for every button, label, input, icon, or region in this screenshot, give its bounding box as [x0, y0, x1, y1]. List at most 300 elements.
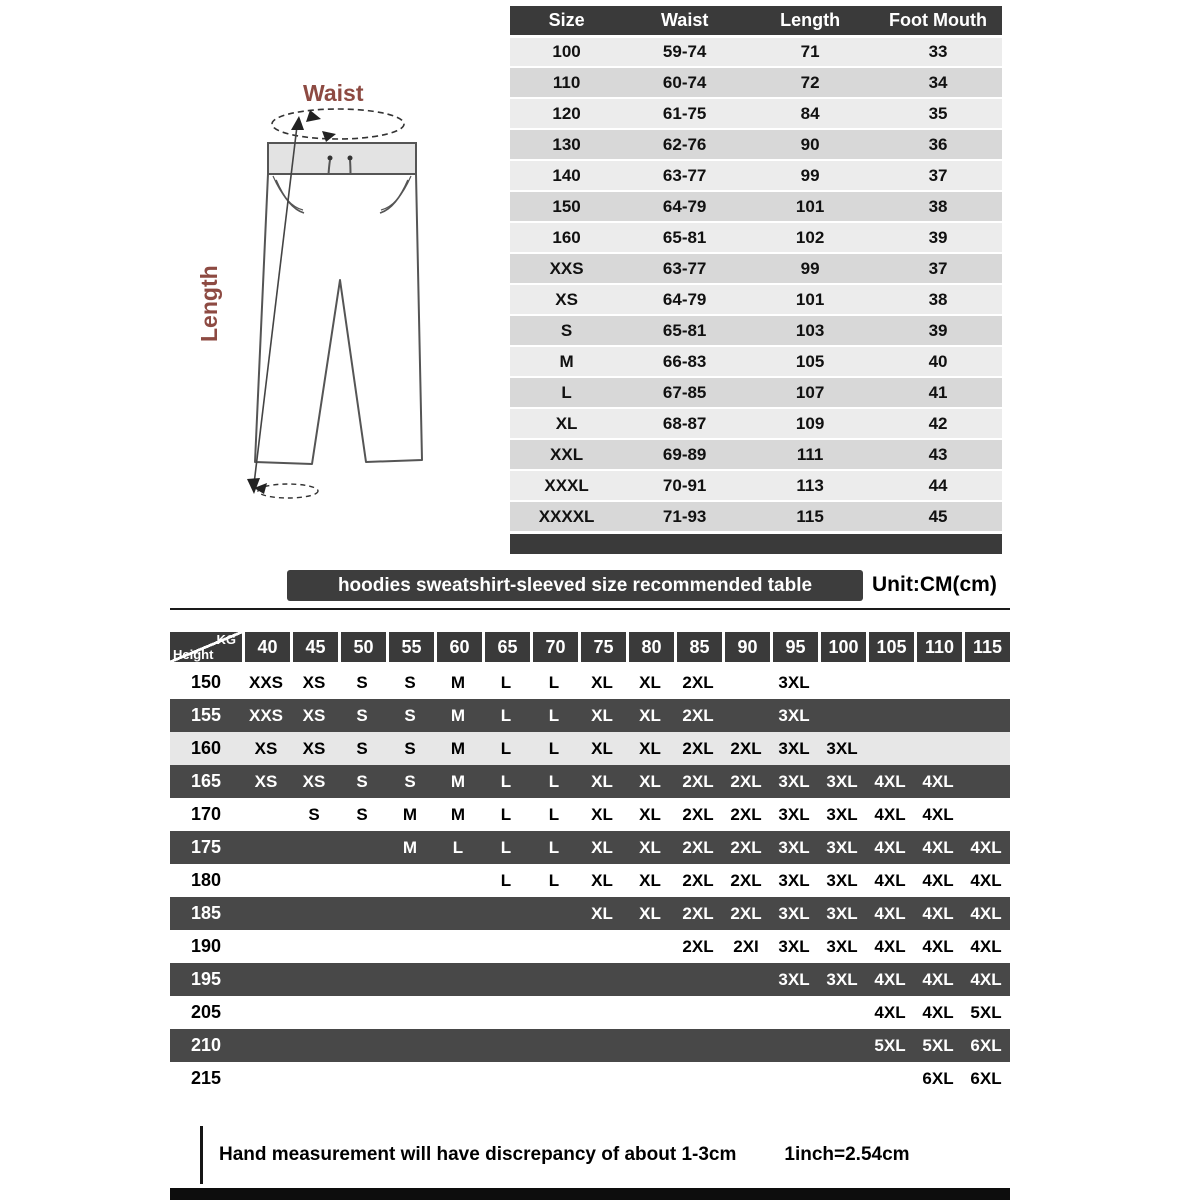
height-label: 175	[190, 837, 222, 857]
size-cell: L	[548, 705, 560, 725]
size-table-cell: 35	[874, 98, 1002, 129]
size-cell	[722, 666, 770, 699]
size-cell	[386, 1029, 434, 1062]
size-cell: 3XL	[778, 738, 810, 758]
size-table-cell: 101	[746, 284, 874, 315]
size-table-row	[510, 315, 1002, 346]
size-table-cell: 140	[510, 160, 623, 191]
size-table-cell: 40	[874, 346, 1002, 377]
size-table-cell: 71-93	[623, 501, 746, 532]
size-col-header: Length	[746, 6, 874, 36]
size-cell	[482, 996, 530, 1029]
size-table-cell: 62-76	[623, 129, 746, 160]
size-table-cell: 109	[746, 408, 874, 439]
size-cell	[482, 963, 530, 996]
size-cell: M	[402, 837, 418, 857]
inch-conversion: 1inch=2.54cm	[784, 1144, 910, 1165]
size-cell	[434, 897, 482, 930]
matrix-corner-cell	[170, 632, 242, 662]
size-cell: M	[450, 771, 466, 791]
size-cell: XL	[591, 837, 613, 857]
size-cell	[338, 930, 386, 963]
size-cell: S	[356, 672, 368, 692]
size-cell: 2XL	[730, 804, 762, 824]
size-table-cell: 105	[746, 346, 874, 377]
height-label: 165	[190, 771, 222, 791]
weight-header-cell: 60	[434, 632, 482, 662]
size-cell: 4XL	[922, 804, 954, 824]
size-cell: XL	[639, 804, 661, 824]
waist-label: Waist	[303, 80, 364, 106]
size-cell	[578, 930, 626, 963]
size-cell: XS	[302, 672, 326, 692]
size-table	[510, 6, 1002, 533]
drawstring-hole-right	[348, 156, 353, 161]
size-cell: 4XL	[874, 969, 906, 989]
size-cell: 4XL	[874, 1002, 906, 1022]
size-cell: XL	[591, 672, 613, 692]
size-cell: S	[404, 705, 416, 725]
size-cell	[242, 897, 290, 930]
size-cell	[674, 996, 722, 1029]
weight-header-cell: 110	[914, 632, 962, 662]
size-cell: 4XL	[922, 771, 954, 791]
size-cell	[290, 897, 338, 930]
size-cell	[482, 1062, 530, 1095]
size-cell	[290, 831, 338, 864]
size-cell	[242, 996, 290, 1029]
height-weight-matrix	[170, 632, 1010, 1095]
size-table-cell: 65-81	[623, 315, 746, 346]
size-cell: 2XL	[730, 903, 762, 923]
size-cell: L	[548, 870, 560, 890]
size-table-cell: 103	[746, 315, 874, 346]
size-col-header: Foot Mouth	[874, 6, 1002, 36]
size-cell: L	[500, 771, 512, 791]
size-table-cell: 84	[746, 98, 874, 129]
size-cell: 3XL	[826, 903, 858, 923]
size-cell: 6XL	[970, 1035, 1002, 1055]
size-cell	[290, 930, 338, 963]
size-table-cell: 100	[510, 36, 623, 67]
size-cell	[290, 1062, 338, 1095]
weight-header-cell: 80	[626, 632, 674, 662]
size-cell: 5XL	[922, 1035, 954, 1055]
size-cell: S	[308, 804, 320, 824]
size-table-cell: 39	[874, 315, 1002, 346]
size-cell: M	[450, 804, 466, 824]
size-table-cell: 66-83	[623, 346, 746, 377]
matrix-row-160	[170, 732, 1010, 765]
size-table-cell: 67-85	[623, 377, 746, 408]
size-cell: L	[500, 804, 512, 824]
size-table-row	[510, 36, 1002, 67]
matrix-header-row	[170, 632, 1010, 662]
size-cell	[530, 930, 578, 963]
size-table-cell: 71	[746, 36, 874, 67]
size-table-cell: M	[510, 346, 623, 377]
size-col-header: Waist	[623, 6, 746, 36]
size-table-row	[510, 98, 1002, 129]
size-table-cell: 90	[746, 129, 874, 160]
size-cell: 3XL	[778, 837, 810, 857]
size-table-cell: 64-79	[623, 284, 746, 315]
size-table-cell: XXXL	[510, 470, 623, 501]
height-label: 210	[190, 1035, 222, 1055]
size-cell: 3XL	[778, 705, 810, 725]
size-cell	[338, 963, 386, 996]
size-cell	[866, 666, 914, 699]
weight-header-cell: 45	[290, 632, 338, 662]
size-cell	[674, 963, 722, 996]
size-cell: 5XL	[874, 1035, 906, 1055]
waist-measure-ellipse	[272, 109, 404, 139]
size-table-cell: 41	[874, 377, 1002, 408]
size-cell: 2XL	[730, 738, 762, 758]
size-table-row	[510, 191, 1002, 222]
weight-header-cell: 100	[818, 632, 866, 662]
size-cell: M	[402, 804, 418, 824]
size-table-row	[510, 284, 1002, 315]
size-cell	[626, 1062, 674, 1095]
size-cell	[290, 996, 338, 1029]
pants-diagram	[180, 70, 470, 520]
size-cell: L	[500, 672, 512, 692]
size-cell: XL	[591, 903, 613, 923]
height-label: 185	[190, 903, 222, 923]
size-table-cell: 68-87	[623, 408, 746, 439]
size-col-header: Size	[510, 6, 623, 36]
length-arrowhead-top	[291, 116, 304, 130]
size-table-cell: 33	[874, 36, 1002, 67]
weight-header-cell: 55	[386, 632, 434, 662]
size-cell: XL	[591, 870, 613, 890]
size-cell	[242, 864, 290, 897]
weight-header-cell: 85	[674, 632, 722, 662]
size-cell	[530, 1062, 578, 1095]
size-cell	[242, 1062, 290, 1095]
weight-header-cell: 115	[962, 632, 1010, 662]
size-table-cell: XXXXL	[510, 501, 623, 532]
size-table-cell: XL	[510, 408, 623, 439]
size-cell: 2XL	[682, 837, 714, 857]
size-cell	[386, 930, 434, 963]
size-cell	[866, 699, 914, 732]
size-cell: L	[548, 804, 560, 824]
size-cell	[722, 699, 770, 732]
size-cell: L	[500, 870, 512, 890]
size-table-cell: 160	[510, 222, 623, 253]
size-table-cell: 101	[746, 191, 874, 222]
size-cell: M	[450, 738, 466, 758]
size-cell: 2XL	[730, 771, 762, 791]
size-cell	[962, 732, 1010, 765]
size-cell: 3XL	[826, 738, 858, 758]
size-cell	[338, 996, 386, 1029]
size-table-cell: 130	[510, 129, 623, 160]
size-cell: L	[548, 837, 560, 857]
size-cell: 4XL	[970, 903, 1002, 923]
size-table-cell: L	[510, 377, 623, 408]
size-cell: 2XL	[682, 705, 714, 725]
size-cell: L	[500, 837, 512, 857]
height-label: 205	[190, 1002, 222, 1022]
size-table-footer-bar	[510, 534, 1002, 554]
size-cell: XS	[254, 771, 278, 791]
size-cell: S	[356, 771, 368, 791]
size-cell: 3XL	[826, 804, 858, 824]
matrix-row-175	[170, 831, 1010, 864]
size-cell: L	[548, 738, 560, 758]
size-table-cell: 63-77	[623, 160, 746, 191]
size-cell: XS	[302, 705, 326, 725]
size-table-cell: 111	[746, 439, 874, 470]
size-cell	[914, 732, 962, 765]
size-cell	[338, 1062, 386, 1095]
height-label: 160	[190, 738, 222, 758]
size-cell: 5XL	[970, 1002, 1002, 1022]
size-table-cell: 63-77	[623, 253, 746, 284]
matrix-row-195	[170, 963, 1010, 996]
height-label: 180	[190, 870, 222, 890]
size-table-row	[510, 160, 1002, 191]
matrix-row-155	[170, 699, 1010, 732]
corner-height-label: Height	[173, 647, 214, 662]
size-cell: 3XL	[778, 771, 810, 791]
unit-label: Unit:CM(cm)	[872, 573, 997, 596]
size-cell	[530, 1029, 578, 1062]
matrix-row-205	[170, 996, 1010, 1029]
size-cell: 2XL	[682, 903, 714, 923]
size-cell: XL	[591, 738, 613, 758]
size-cell	[386, 897, 434, 930]
weight-header-cell: 90	[722, 632, 770, 662]
size-cell	[914, 666, 962, 699]
size-cell	[578, 1062, 626, 1095]
matrix-row-185	[170, 897, 1010, 930]
size-cell: 4XL	[922, 936, 954, 956]
height-label: 195	[190, 969, 222, 989]
size-cell	[290, 864, 338, 897]
size-cell	[386, 1062, 434, 1095]
size-cell: 3XL	[778, 804, 810, 824]
height-label: 150	[190, 672, 222, 692]
size-cell: M	[450, 705, 466, 725]
size-cell: XL	[591, 705, 613, 725]
size-table-cell: 72	[746, 67, 874, 98]
size-cell: S	[356, 804, 368, 824]
size-cell: 2XL	[682, 936, 714, 956]
size-table-cell: 120	[510, 98, 623, 129]
weight-header-cell: 50	[338, 632, 386, 662]
weight-header-cell: 40	[242, 632, 290, 662]
size-table-cell: 99	[746, 160, 874, 191]
size-cell	[626, 996, 674, 1029]
height-label: 170	[190, 804, 222, 824]
waist-arrowhead-top	[306, 110, 321, 122]
size-cell	[818, 1062, 866, 1095]
size-cell	[578, 963, 626, 996]
size-cell	[962, 765, 1010, 798]
size-cell	[626, 1029, 674, 1062]
weight-header-cell: 70	[530, 632, 578, 662]
measurement-note: Hand measurement will have discrepancy of about 1-3cm	[219, 1144, 737, 1165]
size-cell	[434, 930, 482, 963]
matrix-row-170	[170, 798, 1010, 831]
size-cell	[818, 996, 866, 1029]
size-cell: 4XL	[874, 870, 906, 890]
size-cell: 3XL	[778, 903, 810, 923]
size-cell: 4XL	[970, 936, 1002, 956]
size-table-row	[510, 346, 1002, 377]
size-cell	[818, 1029, 866, 1062]
size-table-cell: 65-81	[623, 222, 746, 253]
size-cell	[530, 963, 578, 996]
size-cell	[242, 798, 290, 831]
size-table-cell: 110	[510, 67, 623, 98]
height-label: 155	[190, 705, 222, 725]
size-table-row	[510, 501, 1002, 532]
size-cell: S	[404, 672, 416, 692]
size-table-cell: 37	[874, 160, 1002, 191]
size-cell: 2XL	[682, 804, 714, 824]
size-cell: XS	[254, 738, 278, 758]
size-cell	[338, 864, 386, 897]
size-table-section	[510, 6, 1002, 554]
size-cell	[722, 996, 770, 1029]
size-cell: XL	[591, 771, 613, 791]
size-table-cell: 102	[746, 222, 874, 253]
size-cell	[386, 864, 434, 897]
size-cell	[962, 699, 1010, 732]
matrix-row-215	[170, 1062, 1010, 1095]
size-cell	[530, 996, 578, 1029]
size-cell: XL	[639, 837, 661, 857]
size-cell	[674, 1062, 722, 1095]
size-cell	[242, 963, 290, 996]
bottom-bar	[170, 1188, 1010, 1200]
size-cell	[434, 1029, 482, 1062]
size-cell: 4XL	[922, 1002, 954, 1022]
drawstring-hole-left	[328, 156, 333, 161]
size-cell: XL	[639, 870, 661, 890]
size-cell	[578, 996, 626, 1029]
size-cell	[818, 699, 866, 732]
size-cell: XXS	[248, 705, 284, 725]
size-table-cell: 45	[874, 501, 1002, 532]
size-cell	[626, 930, 674, 963]
size-cell: 3XL	[826, 969, 858, 989]
size-table-cell: 69-89	[623, 439, 746, 470]
size-cell	[722, 1062, 770, 1095]
size-table-row	[510, 470, 1002, 501]
size-table-cell: 39	[874, 222, 1002, 253]
weight-header-cell: 95	[770, 632, 818, 662]
size-cell: 3XL	[778, 936, 810, 956]
size-cell: 4XL	[970, 969, 1002, 989]
size-cell: 4XL	[922, 837, 954, 857]
recommend-table-banner: hoodies sweatshirt-sleeved size recommended table	[287, 570, 863, 601]
size-cell: 6XL	[922, 1068, 954, 1088]
size-cell: XL	[639, 672, 661, 692]
size-cell: XL	[639, 903, 661, 923]
size-cell: XL	[591, 804, 613, 824]
size-cell: 4XL	[874, 903, 906, 923]
pant-legs-outline	[255, 174, 422, 464]
waistband	[268, 143, 416, 174]
size-cell	[578, 1029, 626, 1062]
size-cell: 3XL	[826, 936, 858, 956]
size-table-cell: 99	[746, 253, 874, 284]
weight-header-cell: 75	[578, 632, 626, 662]
size-table-cell: 60-74	[623, 67, 746, 98]
size-cell	[338, 1029, 386, 1062]
size-table-cell: 37	[874, 253, 1002, 284]
size-cell: 2XL	[682, 870, 714, 890]
size-table-row	[510, 253, 1002, 284]
size-cell: 3XL	[826, 870, 858, 890]
size-table-cell: XS	[510, 284, 623, 315]
size-cell: 3XL	[826, 837, 858, 857]
size-cell: 4XL	[874, 804, 906, 824]
size-cell	[818, 666, 866, 699]
size-cell	[386, 963, 434, 996]
size-cell: 3XL	[778, 672, 810, 692]
waist-arrowhead-bottom	[322, 131, 336, 142]
size-cell: XL	[639, 705, 661, 725]
size-cell	[434, 963, 482, 996]
matrix-row-165	[170, 765, 1010, 798]
size-table-cell: XXL	[510, 439, 623, 470]
size-cell	[626, 963, 674, 996]
size-cell: XL	[639, 738, 661, 758]
size-table-cell: 70-91	[623, 470, 746, 501]
size-cell: 2XL	[730, 870, 762, 890]
size-table-cell: S	[510, 315, 623, 346]
size-table-cell: 115	[746, 501, 874, 532]
size-table-cell: 59-74	[623, 36, 746, 67]
size-cell: 4XL	[970, 837, 1002, 857]
weight-header-cell: 105	[866, 632, 914, 662]
size-cell: L	[452, 837, 464, 857]
size-cell	[290, 1029, 338, 1062]
size-table-row	[510, 129, 1002, 160]
matrix-row-190	[170, 930, 1010, 963]
size-cell	[242, 1029, 290, 1062]
size-cell: 4XL	[874, 837, 906, 857]
size-table-row	[510, 222, 1002, 253]
matrix-row-210	[170, 1029, 1010, 1062]
size-table-row	[510, 67, 1002, 98]
size-cell: M	[450, 672, 466, 692]
size-cell	[722, 1029, 770, 1062]
size-table-cell: 61-75	[623, 98, 746, 129]
size-cell	[434, 1062, 482, 1095]
size-table-cell: 64-79	[623, 191, 746, 222]
size-cell: 2XL	[730, 837, 762, 857]
length-label: Length	[196, 265, 222, 342]
size-table-cell: 150	[510, 191, 623, 222]
size-cell	[914, 699, 962, 732]
size-cell: L	[548, 672, 560, 692]
size-table-cell: 38	[874, 284, 1002, 315]
size-cell: 4XL	[922, 870, 954, 890]
size-cell: XXS	[248, 672, 284, 692]
size-cell	[962, 666, 1010, 699]
size-cell: 4XL	[874, 936, 906, 956]
size-table-cell: 107	[746, 377, 874, 408]
size-cell: L	[500, 738, 512, 758]
